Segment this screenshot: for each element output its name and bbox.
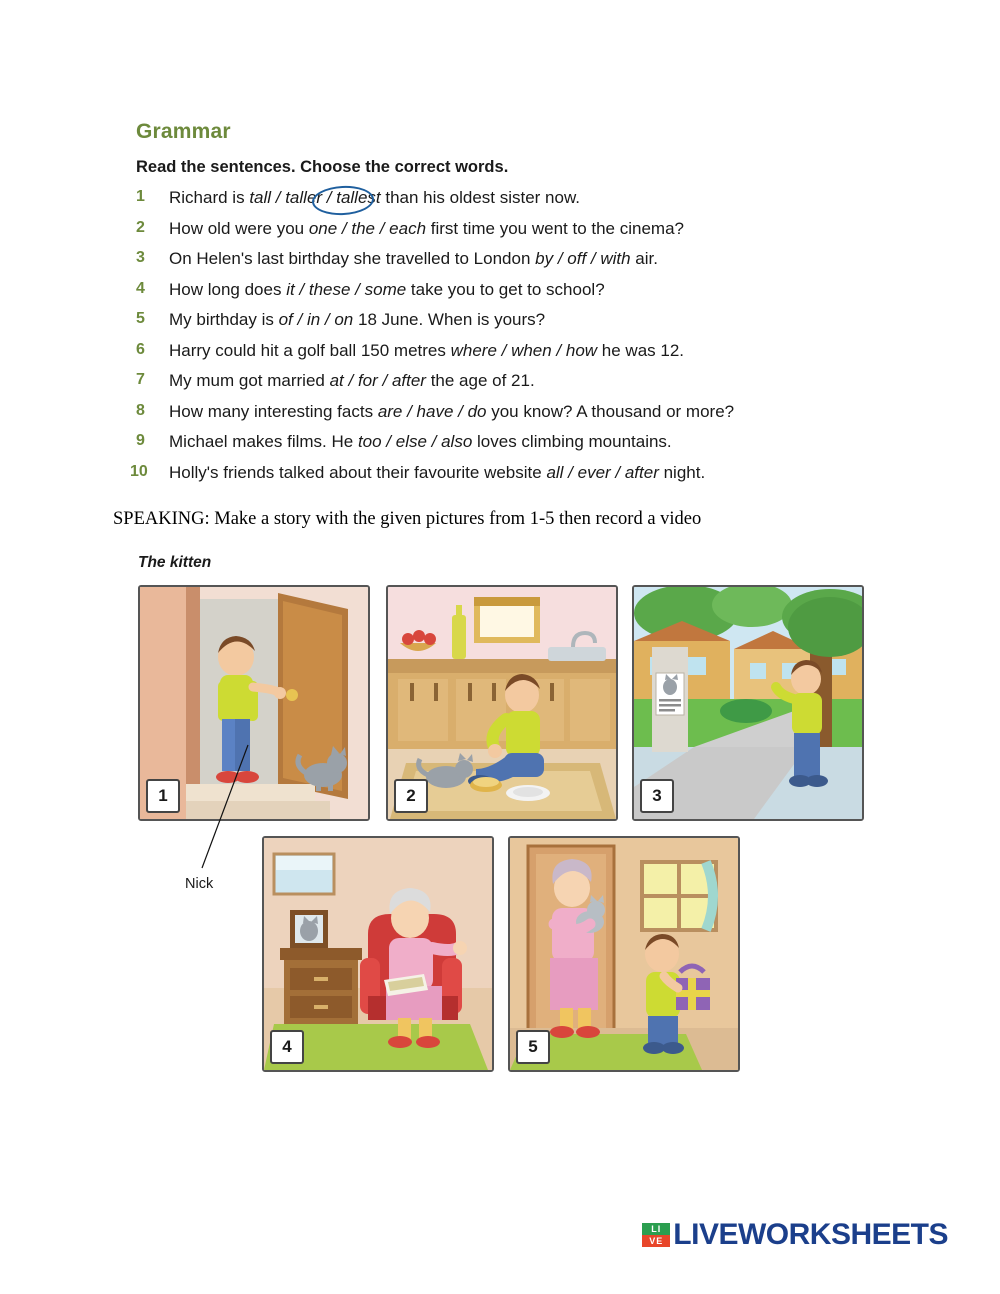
logo-li: LI [642, 1223, 670, 1235]
sentence-fragment: Michael makes films. He [169, 432, 358, 451]
sentence-fragment: you know? A thousand or more? [486, 401, 735, 421]
question-number: 5 [136, 310, 145, 327]
question-text [169, 432, 672, 452]
answer-options[interactable]: one / the / each [308, 218, 427, 238]
question-text [169, 341, 684, 361]
question-number: 8 [136, 401, 145, 419]
sentence-fragment: Richard is [169, 188, 250, 207]
question-text [169, 219, 684, 239]
question-number: 10 [130, 462, 148, 480]
answer-options[interactable]: by / off / with [535, 249, 631, 268]
answer-options[interactable]: all / ever / after [546, 462, 659, 482]
question-row[interactable] [136, 371, 916, 402]
question-text [169, 463, 705, 483]
logo-ve: VE [642, 1235, 670, 1247]
sentence-fragment: Harry could hit a golf ball 150 metres [169, 340, 451, 360]
question-row[interactable] [136, 219, 916, 250]
sentence-fragment: the age of 21. [425, 371, 535, 390]
question-number: 3 [136, 249, 145, 266]
question-list [130, 188, 916, 493]
grammar-heading: Grammar [136, 120, 231, 143]
grammar-instruction: Read the sentences. Choose the correct words. [136, 158, 509, 176]
speaking-instruction: SPEAKING: Make a story with the given pictures from 1-5 then record a video [113, 509, 702, 529]
question-row[interactable] [136, 341, 916, 372]
panel-number: 1 [146, 779, 180, 813]
story-panel-4[interactable] [262, 836, 494, 1072]
question-text [169, 402, 734, 422]
answer-options[interactable]: at / for / after [329, 371, 426, 390]
sentence-fragment: air. [630, 249, 658, 268]
answer-options[interactable]: where / when / how [450, 340, 598, 360]
answer-options[interactable]: are / have / do [377, 401, 487, 421]
question-row[interactable] [136, 310, 916, 341]
sentence-fragment: How old were you [169, 218, 309, 238]
sentence-fragment: Holly's friends talked about their favourite website [169, 462, 547, 482]
nick-callout-line [180, 740, 260, 890]
question-row[interactable] [136, 188, 916, 219]
question-text [169, 249, 658, 269]
panel-number: 2 [394, 779, 428, 813]
sentence-fragment: than his oldest sister now. [380, 188, 581, 207]
nick-callout-label: Nick [185, 876, 214, 892]
sentence-fragment: My mum got married [169, 371, 330, 390]
sentence-fragment: How many interesting facts [169, 401, 378, 421]
story-panel-5[interactable] [508, 836, 740, 1072]
question-row[interactable] [136, 280, 916, 311]
question-number: 4 [136, 279, 145, 297]
sentence-fragment: How long does [169, 279, 287, 299]
sentence-fragment: My birthday is [169, 310, 279, 329]
sentence-fragment: he was 12. [597, 340, 685, 360]
liveworksheets-logo [642, 1218, 948, 1252]
question-text [169, 188, 580, 208]
panel-number: 4 [270, 1030, 304, 1064]
sentence-fragment: night. [658, 462, 706, 482]
panel-number: 3 [640, 779, 674, 813]
story-panel-3[interactable] [632, 585, 864, 821]
logo-squares [642, 1223, 670, 1247]
question-text [169, 310, 545, 330]
story-title: The kitten [138, 554, 212, 571]
answer-options[interactable]: it / these / some [286, 279, 407, 299]
question-row[interactable] [136, 249, 916, 280]
answer-options[interactable]: tall / taller / tallest [249, 188, 381, 207]
question-row[interactable] [130, 462, 916, 494]
sentence-fragment: first time you went to the cinema? [426, 218, 684, 238]
question-number: 1 [136, 188, 145, 205]
question-text [169, 371, 535, 391]
sentence-fragment: take you to get to school? [406, 279, 605, 299]
question-number: 7 [136, 371, 145, 388]
sentence-fragment: 18 June. When is yours? [353, 310, 546, 329]
answer-options[interactable]: of / in / on [278, 310, 354, 329]
story-panel-2[interactable] [386, 585, 618, 821]
question-text [169, 280, 605, 300]
question-number: 2 [136, 218, 145, 236]
answer-options[interactable]: too / else / also [357, 432, 473, 451]
question-number: 9 [136, 432, 145, 449]
question-row[interactable] [136, 432, 916, 463]
question-row[interactable] [136, 402, 916, 433]
question-number: 6 [136, 340, 145, 358]
panel-number: 5 [516, 1030, 550, 1064]
sentence-fragment: On Helen's last birthday she travelled to London [169, 249, 536, 268]
logo-wordmark: LIVEWORKSHEETS [673, 1218, 948, 1251]
sentence-fragment: loves climbing mountains. [472, 432, 672, 451]
